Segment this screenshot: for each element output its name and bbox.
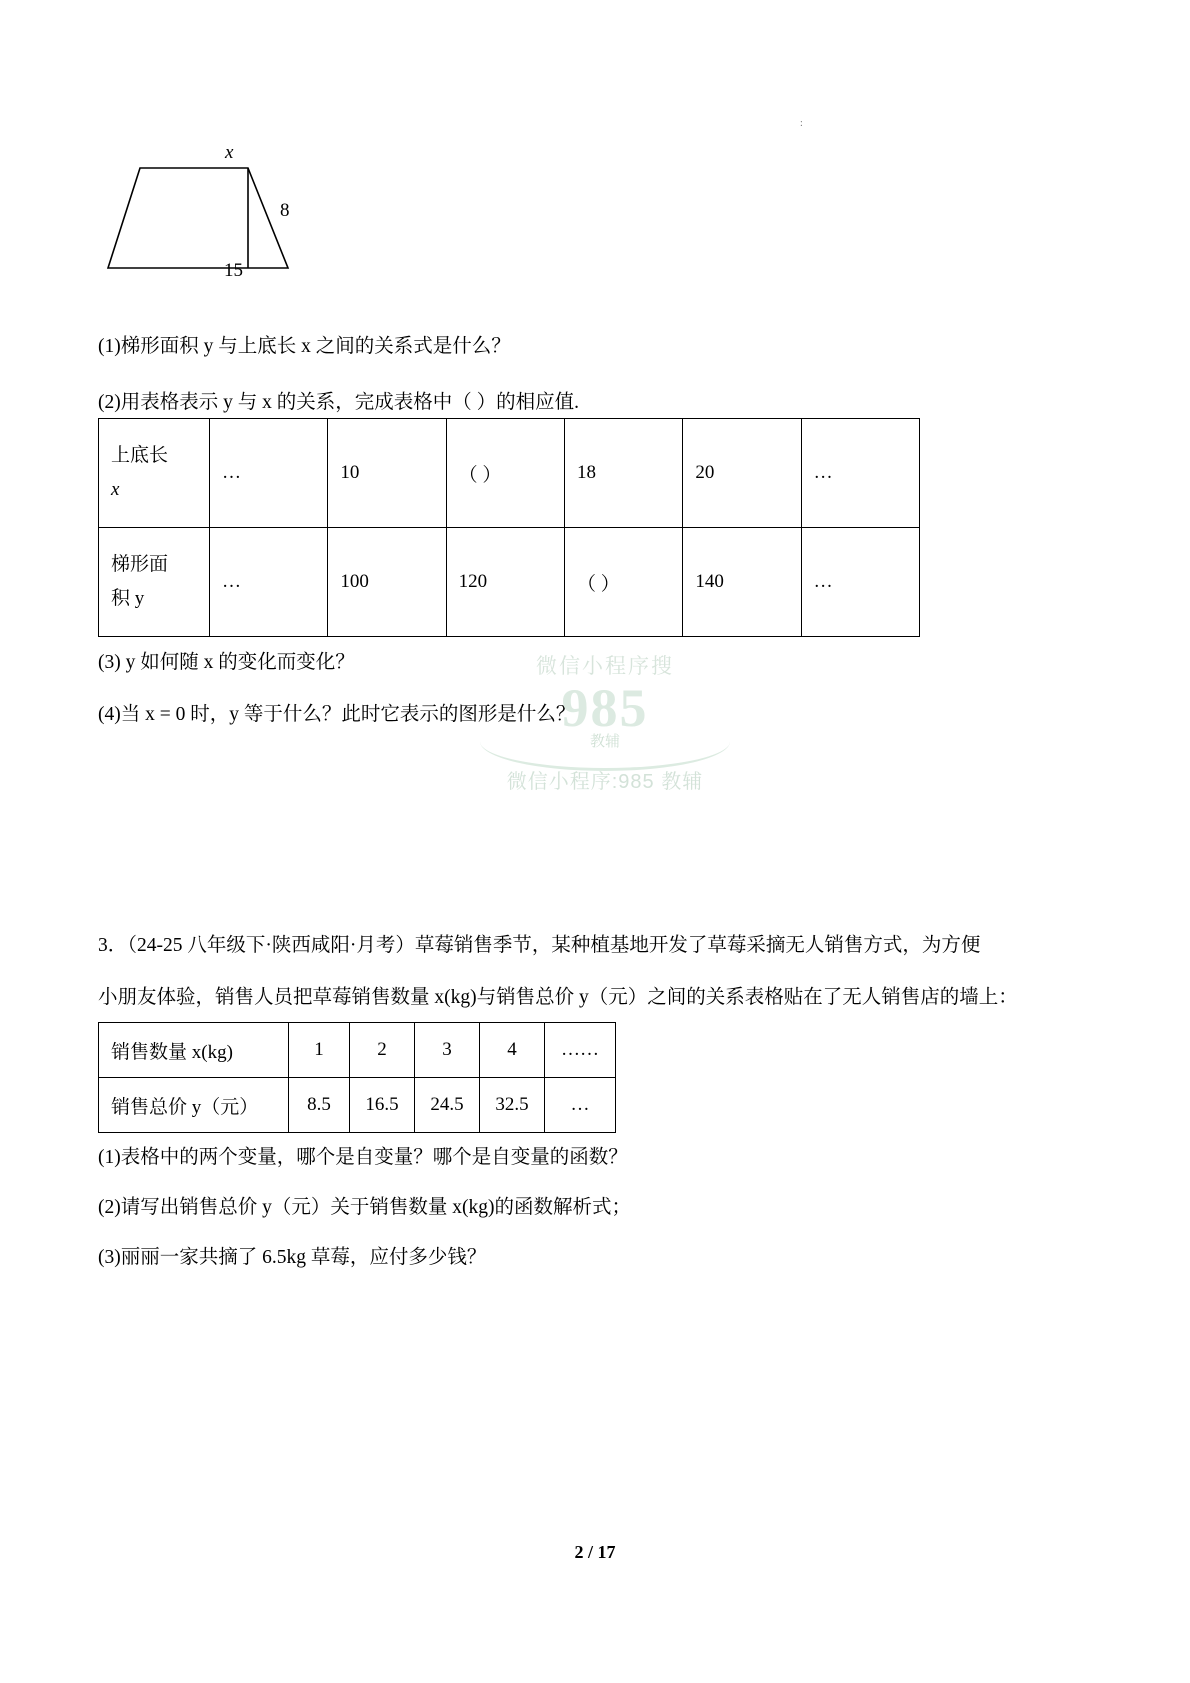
trapezoid-figure [100,140,400,290]
table-row [99,419,920,528]
cell-q4: 4 [480,1023,545,1078]
cell-q1: 1 [289,1023,350,1078]
row-header-line2: x [111,479,120,500]
watermark-logo-text: 985 [561,678,649,738]
cell-r2c4: （ ） [564,528,682,637]
watermark-sub-text: 教辅 [589,733,620,750]
page-footer: 2 / 17 [574,1542,616,1562]
table-row [99,1023,616,1078]
cell-q5: …… [545,1023,616,1078]
row-header-total-price: 销售总价 y（元） [99,1078,289,1133]
problem3-line2: 小朋友体验，销售人员把草莓销售数量 x(kg)与销售总价 y（元）之间的关系表格贴在了无人销售店的墙上： [98,987,1018,1008]
watermark-top-text: 微信小程序搜 [536,655,674,678]
figure-height-label: 8 [280,200,290,221]
cell-r2c6: … [801,528,919,637]
row-header-trapezoid-area [99,528,210,637]
cell-r2c3: 120 [446,528,564,637]
cell-p4: 32.5 [480,1078,545,1133]
row-header-line1: 上底长 [111,445,169,466]
table-row [99,528,920,637]
question-1: (1)梯形面积 y 与上底长 x 之间的关系式是什么？ [98,336,511,357]
question-4: (4)当 x = 0 时，y 等于什么？此时它表示的图形是什么？ [98,704,576,725]
problem3-question-2: (2)请写出销售总价 y（元）关于销售数量 x(kg)的函数解析式； [98,1197,631,1218]
question-2: (2)用表格表示 y 与 x 的关系，完成表格中（ ）的相应值. [98,392,579,413]
cell-p2: 16.5 [350,1078,415,1133]
cell-r1c3: （ ） [446,419,564,528]
cell-r2c2: 100 [328,528,446,637]
cell-q2: 2 [350,1023,415,1078]
cell-r2c5: 140 [683,528,801,637]
cell-p1: 8.5 [289,1078,350,1133]
tiny-mark: : [800,118,803,129]
problem3-question-3: (3)丽丽一家共摘了 6.5kg 草莓，应付多少钱？ [98,1247,487,1268]
cell-r1c4: 18 [564,419,682,528]
cell-p5: … [545,1078,616,1133]
figure-top-label: x [225,142,234,163]
row-header-line2: 积 y [111,588,145,609]
figure-bottom-label: 15 [224,260,243,281]
row-header-quantity: 销售数量 x(kg) [99,1023,289,1078]
cell-p3: 24.5 [415,1078,480,1133]
row-header-line1: 梯形面 [111,554,169,575]
table-strawberry-sales [98,1022,616,1133]
cell-r1c6: … [801,419,919,528]
row-header-upper-base [99,419,210,528]
cell-r1c2: 10 [328,419,446,528]
cell-r1c1: … [210,419,328,528]
problem3-question-1: (1)表格中的两个变量，哪个是自变量？哪个是自变量的函数？ [98,1147,628,1168]
table-trapezoid-values [98,418,920,637]
cell-r2c1: … [210,528,328,637]
trapezoid-svg [100,140,400,290]
question-3: (3) y 如何随 x 的变化而变化？ [98,652,355,673]
watermark [460,650,750,810]
table-row [99,1078,616,1133]
cell-q3: 3 [415,1023,480,1078]
cell-r1c5: 20 [683,419,801,528]
watermark-bottom-text: 微信小程序:985 教辅 [506,771,704,793]
problem3-line1: 3．（24-25 八年级下·陕西咸阳·月考）草莓销售季节，某种植基地开发了草莓采摘无人销售方式，为方便 [98,935,981,956]
